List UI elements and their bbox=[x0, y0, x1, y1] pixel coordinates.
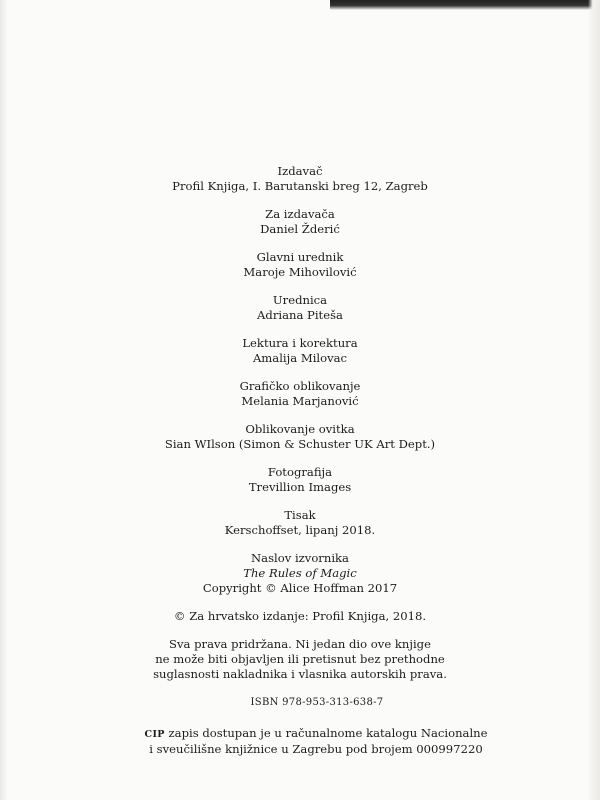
isbn-block bbox=[0, 695, 600, 710]
credit-role: Izdavač bbox=[277, 164, 323, 178]
rights-line: suglasnosti nakladnika i vlasnika autorskih prava. bbox=[153, 667, 447, 681]
credit-role: Lektura i korektura bbox=[242, 336, 358, 350]
rights-statement bbox=[0, 637, 600, 682]
original-title: The Rules of Magic bbox=[243, 566, 357, 580]
publisher-credit bbox=[0, 164, 600, 194]
editor-credit bbox=[0, 293, 600, 323]
graphic-design-credit bbox=[0, 379, 600, 409]
original-title-block bbox=[0, 551, 600, 596]
original-copyright: Copyright © Alice Hoffman 2017 bbox=[202, 581, 398, 595]
credit-value: Adriana Piteša bbox=[257, 308, 343, 322]
printing-credit bbox=[0, 508, 600, 538]
croatian-copyright-line: © Za hrvatsko izdanje: Profil Knjiga, 2018. bbox=[173, 609, 427, 623]
credit-value: Sian WIlson (Simon & Schuster UK Art Dept.) bbox=[164, 437, 436, 451]
editor-in-chief-credit bbox=[0, 250, 600, 280]
rights-line: Sva prava pridržana. Ni jedan dio ove knjige bbox=[169, 637, 431, 651]
credit-value: Trevillion Images bbox=[248, 480, 352, 494]
credit-role: Tisak bbox=[284, 508, 316, 522]
proofreading-credit bbox=[0, 336, 600, 366]
credit-value: Maroje Mihovilović bbox=[243, 265, 357, 279]
cip-text-1: zapis dostupan je u računalnome katalogu Nacionalne bbox=[168, 726, 488, 740]
cover-design-credit bbox=[0, 422, 600, 452]
isbn-number: ISBN 978-953-313-638-7 bbox=[250, 697, 384, 708]
imprint-block bbox=[0, 164, 600, 770]
credit-role: Glavni urednik bbox=[256, 250, 344, 264]
credit-role: Grafičko oblikovanje bbox=[239, 379, 361, 393]
cip-record bbox=[32, 726, 600, 757]
credit-role: Oblikovanje ovitka bbox=[245, 422, 355, 436]
credit-role: Fotografija bbox=[267, 465, 333, 479]
credit-role: Za izdavača bbox=[265, 207, 335, 221]
credit-value: Daniel Žderić bbox=[260, 222, 340, 236]
rights-line: ne može biti objavljen ili pretisnut bez prethodne bbox=[155, 652, 445, 666]
scanner-edge-top bbox=[330, 0, 600, 10]
original-title-label: Naslov izvornika bbox=[251, 551, 349, 565]
photography-credit bbox=[0, 465, 600, 495]
credit-value: Kerschoffset, lipanj 2018. bbox=[224, 523, 376, 537]
croatian-edition-copyright bbox=[0, 609, 600, 624]
cip-prefix: CIP bbox=[144, 729, 165, 740]
credit-role: Urednica bbox=[272, 293, 328, 307]
cip-line-2: i sveučilišne knjižnice u Zagrebu pod brojem 000997220 bbox=[149, 742, 483, 756]
credit-value: Profil Knjiga, I. Barutanski breg 12, Zagreb bbox=[172, 179, 428, 193]
publisher-representative-credit bbox=[0, 207, 600, 237]
cip-line-1 bbox=[32, 726, 600, 742]
credit-value: Amalija Milovac bbox=[252, 351, 348, 365]
credit-value: Melania Marjanović bbox=[241, 394, 359, 408]
